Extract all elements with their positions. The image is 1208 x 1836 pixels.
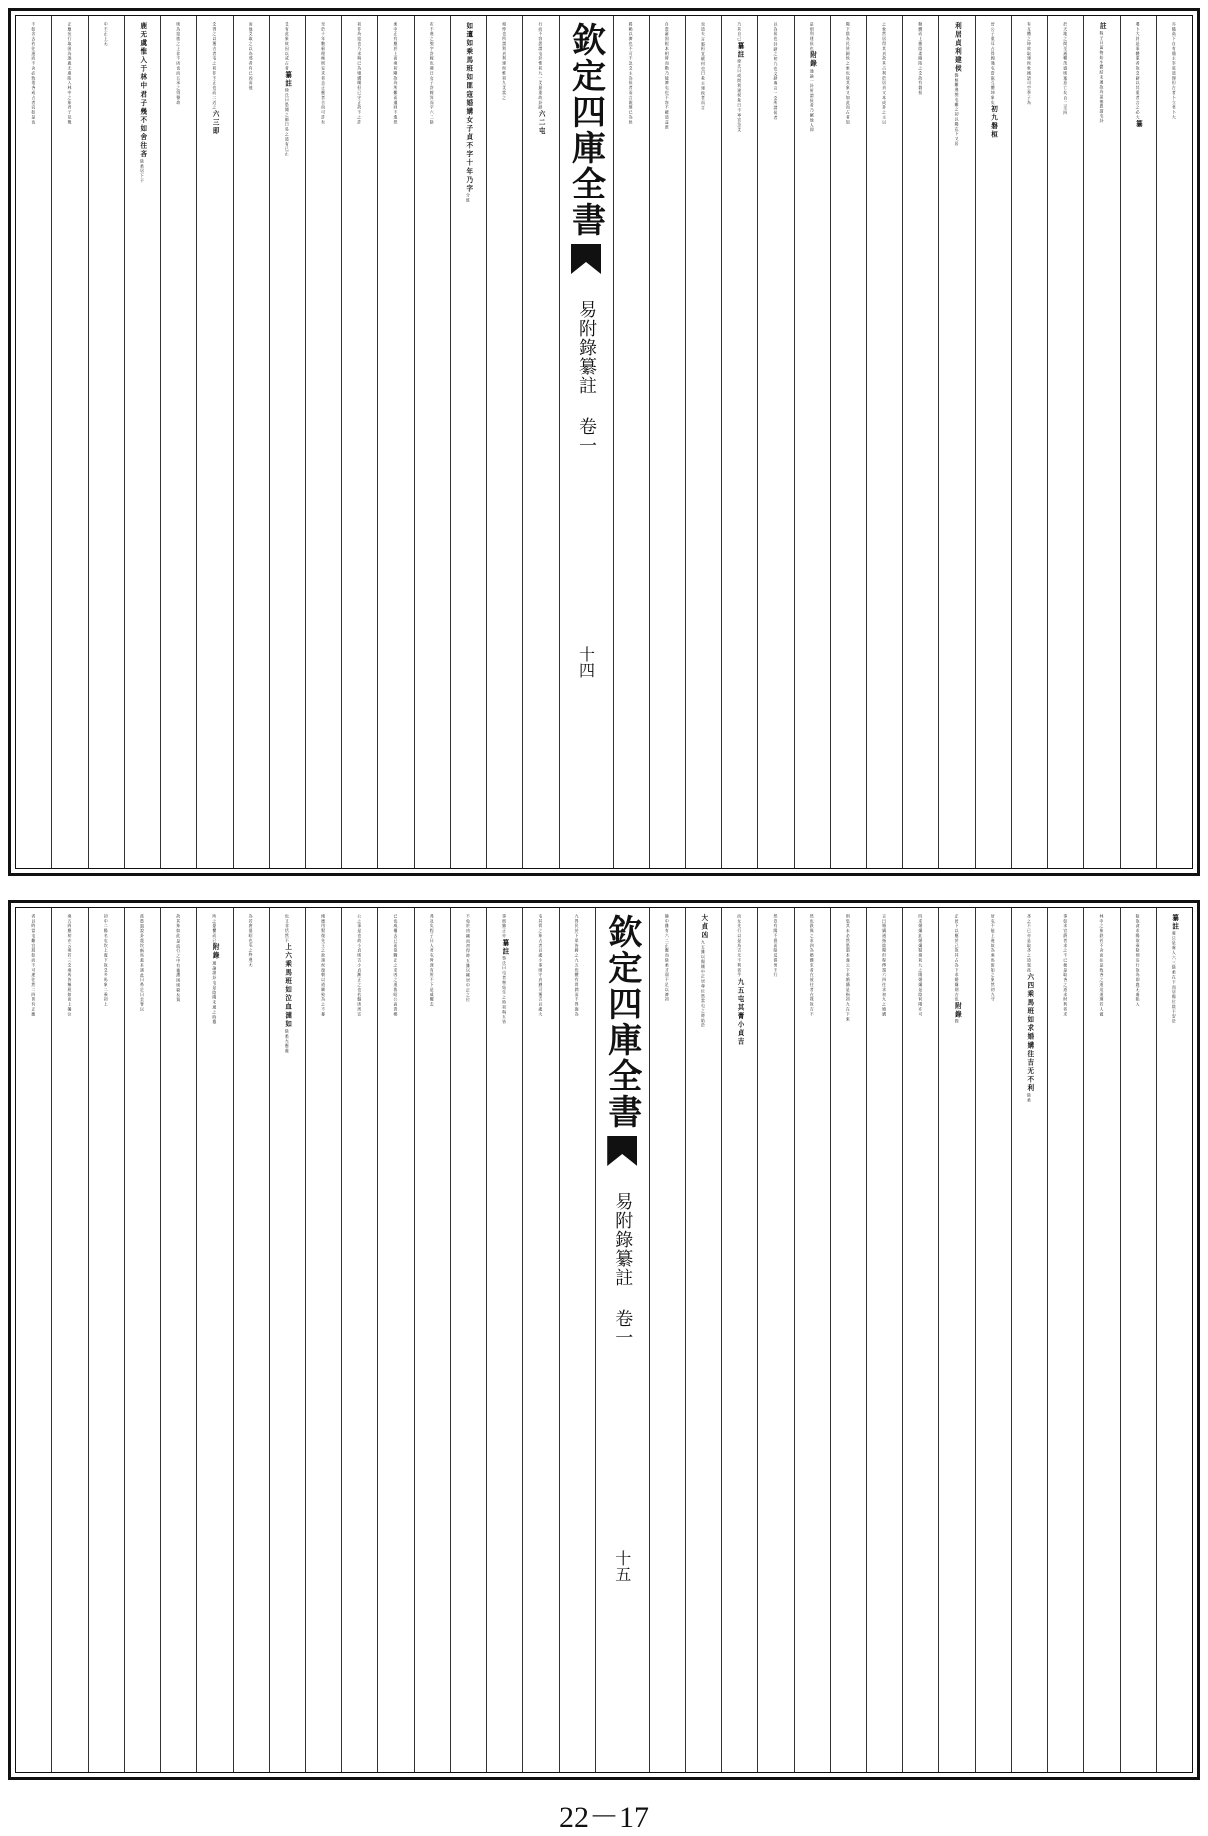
commentary-text: 陰柔居下不 [140, 158, 146, 184]
main-text: 纂 [1134, 120, 1143, 129]
main-text: 註 [1098, 22, 1107, 31]
text-column [1083, 908, 1119, 1772]
text-column [160, 908, 196, 1772]
commentary-text: 動體而上應陰柔險陷之爻故有磐桓 [918, 22, 924, 96]
commentary-text: 通論一卦所謂侯者乃屬他人即 [810, 68, 816, 133]
spine-title: 欽定四庫全書 [565, 22, 606, 238]
text-column [975, 908, 1011, 1772]
main-text: 附錄 [808, 51, 817, 69]
text-column [51, 908, 87, 1772]
commentary-text: 然也鉄與之求四為婚媾求者在彼往者在我故吉不 [810, 914, 816, 1017]
text-column [902, 908, 938, 1772]
commentary-text: 則為寇旅之上非不凶也而五承之得譽命 [176, 22, 182, 106]
text-column [559, 908, 595, 1772]
commentary-text: 布不進之貌字許嫁也禮曰女子許嫁笄而字六二陰 [430, 22, 436, 125]
commentary-text: 不免於凶 [466, 914, 472, 934]
text-column [613, 16, 649, 868]
text-column [377, 908, 413, 1772]
leaf-page-number: 十四 [576, 646, 596, 678]
text-column [522, 908, 558, 1772]
text-column [124, 16, 160, 868]
commentary-text: 有互體之坤故取建侯象國語司空季子為 [1027, 22, 1033, 106]
bottom-leaf [8, 900, 1200, 1780]
text-column [88, 908, 124, 1772]
text-column [830, 908, 866, 1772]
text-column [830, 16, 866, 868]
text-column [269, 16, 305, 868]
page-number: 22－17 [559, 1801, 649, 1834]
commentary-text: 行而不容愚謂屯卦惟初九一爻最重故卦辭 [538, 22, 544, 111]
commentary-text: 而女先行以是為吉无不利者乎 [737, 914, 743, 978]
commentary-text: 九五雖以陽剛中正居尊位然當屯之時陷於 [701, 939, 707, 1028]
commentary-text: 陰故貪求陽欲乘陰則妄行故為即鹿无虞陷入 [1136, 914, 1142, 1008]
text-column [1083, 16, 1119, 868]
text-column [196, 16, 232, 868]
text-column [794, 908, 830, 1772]
commentary-text: 虞只是虞人六三陰柔在下而居陽位陰不安於 [1172, 931, 1178, 1025]
text-column [757, 16, 793, 868]
text-column [1156, 908, 1192, 1772]
main-text: 如邅如乘馬班如匪寇婚媾女子貞不字十年乃字 [464, 22, 473, 194]
text-column [124, 908, 160, 1772]
text-column [305, 16, 341, 868]
commentary-text: 故其象如此 [176, 914, 182, 939]
spine-title: 欽定四庫全書 [601, 914, 642, 1130]
commentary-text: 初非為寇也乃求與已為婚媾爾但已守正故不之許 [357, 22, 363, 125]
text-column [1120, 16, 1156, 868]
commentary-text: 九得民於下眾皆歸之九五坎體有膏潤而不得施為 [575, 914, 581, 1017]
commentary-text: 程子曰萬物始生鬱結未通故為盈塞 [1099, 30, 1105, 105]
main-text: 初九磐桓 [989, 105, 998, 140]
main-text: 附錄 [953, 1002, 962, 1020]
top-columns [15, 15, 1193, 869]
text-column [414, 16, 450, 868]
text-column [160, 16, 196, 868]
text-column [51, 16, 87, 868]
commentary-text: 險中雖有六二正應而陰柔才弱不足以濟初 [665, 914, 671, 1003]
commentary-text: 愚謂屯卦 [1099, 104, 1105, 124]
text-column [486, 908, 522, 1772]
text-column [233, 16, 269, 868]
commentary-text: 吝之不已亦是取吝之道賀孫 [1027, 914, 1033, 973]
main-text: 六四乘馬班如求婚媾往吉无不利 [1025, 972, 1034, 1093]
text-column [341, 908, 377, 1772]
text-column [450, 908, 486, 1772]
center-spine [595, 908, 649, 1772]
text-column [450, 16, 486, 868]
commentary-text: 陽下陰為民所歸侯之象也故其象又如此而占者如 [846, 22, 852, 125]
commentary-text: 於天地之間至通暢茂盛則塞意亡矣 [1063, 22, 1069, 96]
text-column [196, 908, 232, 1772]
main-text: 附錄 [211, 943, 220, 961]
text-column [486, 16, 522, 868]
commentary-text: 正居下以應於己故其占為下求婚媾則吉也 [955, 914, 961, 1003]
commentary-text: 也又非恬然不 [285, 914, 291, 944]
commentary-text: 弗及矣程子曰人君屯膏澤有所不下是威權去 [430, 914, 436, 1008]
main-text: 六三即 [211, 110, 220, 136]
commentary-text: 言曰婚媾通指陰陽但程傳謂六四往求初九之婚媾 [882, 914, 888, 1017]
top-leaf [8, 8, 1200, 876]
text-column [902, 16, 938, 868]
commentary-text: 磐桓難進貌屯難之初以陽在下又居 [955, 73, 961, 147]
commentary-text: 為若唐僖昭也 [249, 914, 255, 944]
main-text: 上六乘馬班如泣血漣如 [283, 943, 292, 1030]
commentary-text: 晉公子重耳占得國遇屯當取互體坤象矣 [991, 22, 997, 106]
text-column [975, 16, 1011, 868]
text-column [685, 908, 721, 1772]
commentary-text: 柔中正有應於上而乘初剛故為所難而邅回不進然 [393, 22, 399, 125]
leaf-page-number: 十五 [612, 1550, 632, 1582]
commentary-text: 四求婚媾此婚媾疑指初九之陽婚媾是陰何陽亦可 [918, 914, 924, 1017]
commentary-text: 言磐桓宜緩何也曰彖主建侯者而言 [701, 36, 707, 111]
commentary-text: 然豈有陽不倡而陰反倡男不行 [773, 914, 779, 978]
main-text: 纂註 [1170, 914, 1179, 932]
commentary-text: 之象然居得其貞故其占利於居貞又本成卦之主以 [882, 22, 888, 125]
commentary-text: 自當審固根本相時而動乃能濟屯也不容不緩道益淮 [665, 22, 671, 130]
commentary-text: 事則雖正亦 [502, 914, 508, 939]
main-text: 六二屯 [537, 110, 546, 136]
commentary-text: 中不正上无 [104, 22, 110, 47]
commentary-text: 自二至四 [1063, 95, 1069, 116]
main-text: 九五屯其膏小貞吉 [736, 977, 745, 1047]
commentary-text: 卦辭之初九也文辭專言一爻所謂侯者 [773, 41, 779, 121]
fishtail-mark-icon [571, 244, 601, 274]
commentary-text: 剛而初得時五雖以剛居中正之位 [466, 933, 472, 1003]
text-column [721, 16, 757, 868]
main-text: 大貞凶 [699, 914, 708, 940]
text-column [233, 908, 269, 1772]
commentary-text: 而他爻取之以為邪者有已凶而他 [249, 22, 255, 91]
text-column [938, 908, 974, 1772]
text-column [938, 16, 974, 868]
main-text: 纂註 [736, 41, 745, 59]
text-column [305, 908, 341, 1772]
text-column [377, 16, 413, 868]
commentary-text: 乘五四應初亦云乘若三爻乘馬皆稱班如而上獨泣 [68, 914, 73, 1017]
commentary-text: 者以時當屯難宜班如而不可速往然二四皆有正應 [31, 914, 37, 1017]
commentary-text: 脩德用賢復先王之政諸侯復朝以道馴致為之不暴 [321, 914, 327, 1017]
commentary-text: 徐氏曰愚聞之師曰易之道有已正 [285, 88, 291, 157]
text-column [88, 16, 124, 868]
text-column [757, 908, 793, 1772]
spine-subtitle: 易附錄纂註 卷一 [612, 1192, 634, 1347]
text-column [721, 908, 757, 1772]
commentary-text: 不如舍去若往逐而不舍必致羞吝戒占者宜如是也 [31, 22, 37, 125]
commentary-text: 乃其自己 [737, 22, 743, 42]
text-column [269, 908, 305, 1772]
main-text: 鹿无虞惟入于林中君子幾不如舍往吝 [138, 22, 147, 159]
commentary-text: 屯之終進无 [249, 943, 255, 968]
commentary-text: 陰柔 [1027, 1092, 1033, 1103]
text-column [1047, 16, 1083, 868]
commentary-text: 則恐其未必然愚謂本義云下求婚媾是指初九在下來 [846, 914, 852, 1022]
commentary-text: 是則利建侯也 [810, 22, 816, 52]
main-text: 纂註 [500, 938, 509, 956]
main-text: 利居貞利建侯 [953, 22, 962, 74]
commentary-text: 相悖也所謂利貞利建侯惟初九爻當之 [502, 22, 508, 101]
commentary-text: 以為侯也 [773, 22, 779, 42]
commentary-text: 愚謂說卦震坎稱馬蓋本諸此曰鼻足曰美脊以 [140, 918, 146, 1013]
commentary-text: 徐氏曰或問利建侯彖曰不寧宜急爻 [737, 58, 743, 133]
text-column [866, 908, 902, 1772]
commentary-text: 正應妄行取困為逐鹿无虞陷入林中之象君子見幾 [68, 22, 73, 125]
text-column [1011, 908, 1047, 1772]
commentary-text: 孫 [140, 914, 146, 919]
commentary-text: 林中之象鉄若不舍而往是致吝之道這道理若人做 [1099, 914, 1105, 1017]
commentary-text: 至於十年數窮理極則妄求者去正應者合而可許矣 [321, 22, 327, 125]
text-column [341, 16, 377, 868]
commentary-text: 公之事是也故小貞則吉小貞漸正之也若盤庚周宣 [357, 914, 363, 1017]
text-column [866, 16, 902, 868]
commentary-text: 通論諸卦屯是陰陽未通之時蹇 [212, 960, 218, 1025]
spine-subtitle: 易附錄纂註 卷一 [576, 300, 597, 455]
text-column [649, 908, 685, 1772]
commentary-text: 分班 [466, 193, 472, 204]
text-column [1011, 16, 1047, 868]
commentary-text: 問 [955, 1019, 961, 1025]
commentary-text: 蔡氏曰屯者物始生之時初與五皆 [502, 955, 508, 1025]
text-column [1120, 908, 1156, 1772]
text-column [16, 16, 51, 868]
commentary-text: 已也威權去已而欲驟正之求凶之道魯昭公高貴鄉 [393, 914, 399, 1017]
text-column [1047, 908, 1083, 1772]
fishtail-mark-icon [607, 1136, 637, 1166]
text-column [685, 16, 721, 868]
commentary-text: 遷卜大封是事體重者故爻辭以其重者言之必大 [1136, 22, 1142, 120]
text-column [414, 908, 450, 1772]
commentary-text: 也道夫 [701, 22, 707, 37]
text-column [522, 16, 558, 868]
commentary-text: 屯其膏之象占者以處小事則守貞猶可獲吉以處大 [538, 914, 544, 1017]
text-column [16, 908, 51, 1772]
bottom-columns [15, 907, 1193, 1773]
text-column [794, 16, 830, 868]
commentary-text: 陰柔无應處 [285, 1029, 291, 1054]
text-column [649, 16, 685, 868]
commentary-text: 是流行之中有蹇滯困則窮矣賀 [176, 938, 182, 1003]
commentary-text: 居屯不能上進故為乘馬班如之象然初九守 [991, 914, 997, 1003]
commentary-text: 事如求官爵者求之不已便是取吝之道求財利者求 [1063, 914, 1069, 1017]
center-spine [559, 16, 613, 868]
main-text: 纂註 [283, 71, 292, 89]
text-column [1156, 16, 1192, 868]
commentary-text: 爻得之以獲吉者屯之初非不正也而二近之 [212, 22, 218, 111]
commentary-text: 所之憂懼而已 [212, 914, 218, 944]
commentary-text: 亦隨高下自有簡主宰底道理但古者卜立君卜大 [1172, 22, 1178, 120]
commentary-text: 將賴以濟也不可不急爻主為侯者而言既建已為侯 [629, 22, 635, 125]
commentary-text: 爻有此象故因以戒占者 [285, 22, 291, 71]
commentary-text: 初中二陽名屯坎上震下故爻多馬象二乘初上 [104, 914, 110, 1008]
